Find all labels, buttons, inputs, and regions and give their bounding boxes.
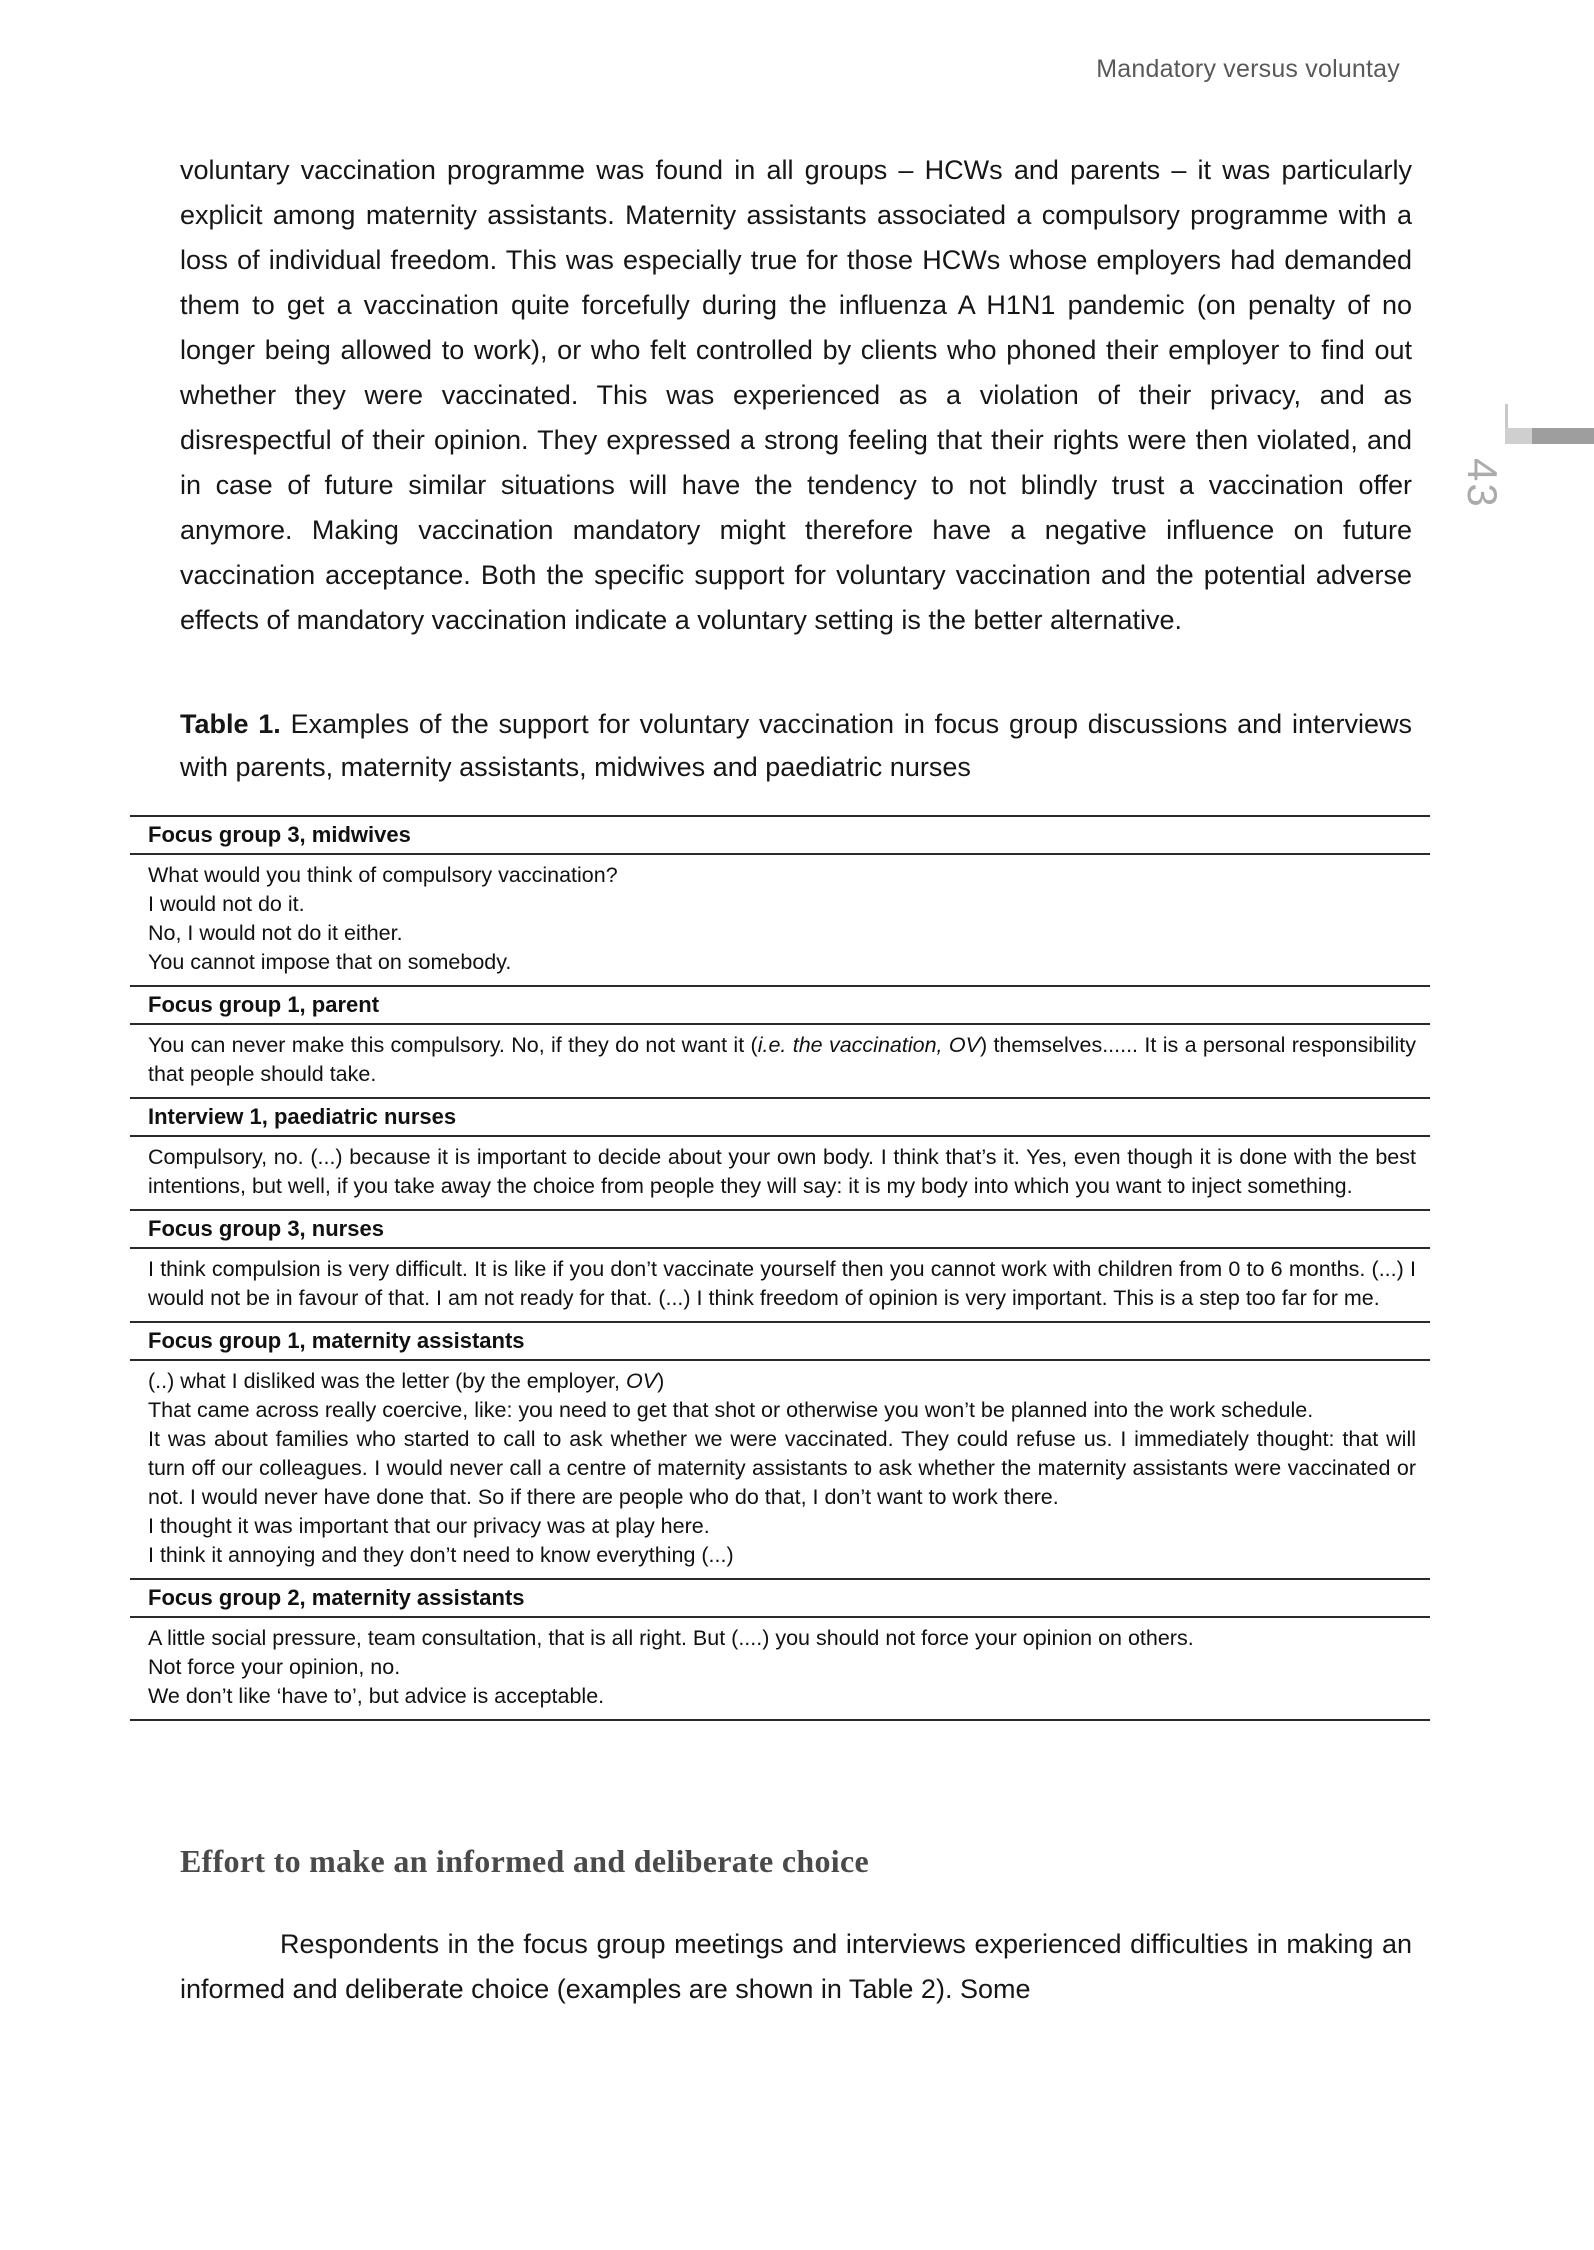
table1-section-header: Focus group 3, midwives <box>130 815 1430 855</box>
table1-section-quotes <box>130 1025 1430 1097</box>
page-edge-tab-dark-segment <box>1532 428 1594 444</box>
quote-segment-italic: OV <box>625 1369 658 1393</box>
quote-line <box>148 1031 1416 1089</box>
table1-section-quotes <box>130 1137 1430 1209</box>
page-edge-tab <box>1505 428 1594 444</box>
closing-paragraph: Respondents in the focus group meetings and interviews experienced difficulties in making an informed and deliberate choice (examples are shown in Table 2). Some <box>180 1929 1412 2004</box>
quote-line: I think it annoying and they don’t need to know everything (...) <box>148 1543 734 1567</box>
table1-section-quotes <box>130 855 1430 985</box>
table1-caption <box>180 703 1412 789</box>
quote-line: What would you think of compulsory vaccination? <box>148 863 618 887</box>
table1 <box>130 815 1430 1721</box>
quote-line: We don’t like ‘have to’, but advice is acceptable. <box>148 1684 605 1708</box>
table1-section-header: Focus group 2, maternity assistants <box>130 1578 1430 1618</box>
table1-section-quotes <box>130 1618 1430 1719</box>
table1-section-quotes <box>130 1361 1430 1578</box>
quote-line: You cannot impose that on somebody. <box>148 950 512 974</box>
quote-line: That came across really coercive, like: you need to get that shot or otherwise you won’t be planned into the work schedule. <box>148 1398 1314 1422</box>
quote-line <box>148 1367 1416 1396</box>
quote-line: No, I would not do it either. <box>148 921 403 945</box>
table1-caption-label: Table 1. <box>180 709 281 739</box>
page-body <box>148 148 1417 2012</box>
running-head: Mandatory versus voluntay <box>1096 55 1400 83</box>
intro-paragraph: voluntary vaccination programme was found in all groups – HCWs and parents – it was particularly explicit among maternity assistants. Maternity assistants associated a compulsory programme with a loss of individual freedom. This was especially true for those HCWs whose employers had demanded them to get a vaccination quite forcefully during the influenza A H1N1 pandemic (on penalty of no longer being allowed to work), or who felt controlled by clients who phoned their employer to find out whether they were vaccinated. This was experienced as a violation of their privacy, and as disrespectful of their opinion. They expressed a strong feeling that their rights were then violated, and in case of future similar situations will have the tendency to not blindly trust a vaccination offer anymore. Making vaccination mandatory might therefore have a negative influence on future vaccination acceptance. Both the specific support for voluntary vaccination and the potential adverse effects of mandatory vaccination indicate a voluntary setting is the better alternative. <box>180 155 1412 635</box>
table1-section-header: Focus group 1, parent <box>130 985 1430 1025</box>
page-number: 43 <box>1459 458 1506 509</box>
quote-segment: (..) what I disliked was the letter (by the employer, <box>148 1369 626 1393</box>
quote-segment-italic: i.e. the vaccination, OV <box>757 1033 980 1057</box>
quote-line: A little social pressure, team consultation, that is all right. But (....) you should not force your opinion on others. <box>148 1626 1194 1650</box>
table1-section-header: Interview 1, paediatric nurses <box>130 1097 1430 1137</box>
page-edge-tab-light-segment <box>1505 428 1532 444</box>
quote-line: I would not do it. <box>148 892 305 916</box>
quote-line: Not force your opinion, no. <box>148 1655 401 1679</box>
quote-line: I thought it was important that our privacy was at play here. <box>148 1514 710 1538</box>
quote-segment: ) themselves...... It is a personal responsibility that people should take. <box>148 1033 1417 1086</box>
section-heading: Effort to make an informed and deliberate choice <box>180 1843 869 1879</box>
quote-segment: ) <box>657 1369 665 1393</box>
table1-section-header: Focus group 1, maternity assistants <box>130 1321 1430 1361</box>
page-edge-tick <box>1505 404 1508 430</box>
table1-caption-text: Examples of the support for voluntary vaccination in focus group discussions and interviews with parents, maternity assistants, midwives and paediatric nurses <box>180 709 1412 782</box>
table1-section-header: Focus group 3, nurses <box>130 1209 1430 1249</box>
quote-segment: You can never make this compulsory. No, if they do not want it ( <box>148 1033 758 1057</box>
table1-section-quotes <box>130 1249 1430 1321</box>
quote-line: It was about families who started to call to ask whether we were vaccinated. They could refuse us. I immediately thought: that will turn off our colleagues. I would never call a centre of maternity assistants to ask whether the maternity assistants were vaccinated or not. I would never have done that. So if there are people who do that, I don’t want to work there. <box>148 1427 1416 1509</box>
quote-line: I think compulsion is very difficult. It is like if you don’t vaccinate yourself then you cannot work with children from 0 to 6 months. (...) I would not be in favour of that. I am not ready for that. (...) I think freedom of opinion is very important. This is a step too far for me. <box>148 1257 1416 1310</box>
quote-line: Compulsory, no. (...) because it is important to decide about your own body. I think that’s it. Yes, even though it is done with the best intentions, but well, if you take away the choice from people they will say: it is my body into which you want to inject something. <box>148 1145 1416 1198</box>
